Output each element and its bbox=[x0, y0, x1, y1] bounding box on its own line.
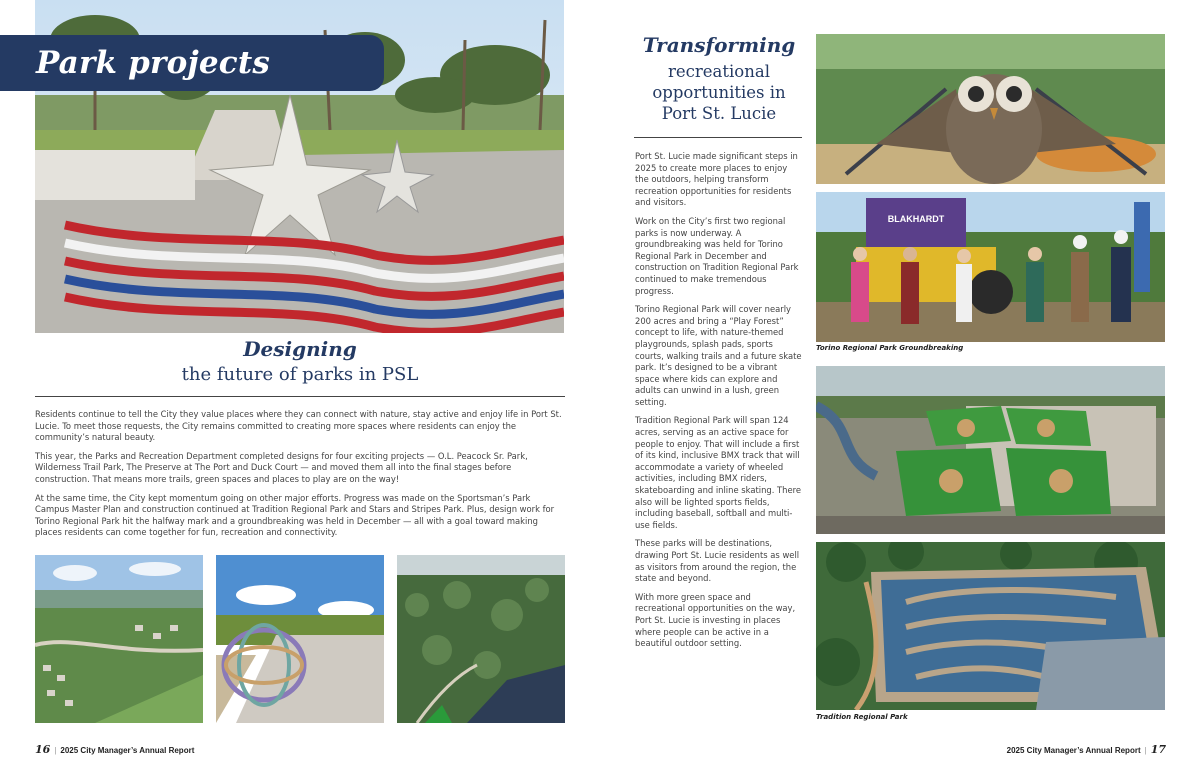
right-paragraph: These parks will be destinations, drawing Port St. Lucie residents as well as visitors from around the region, the state and beyond. bbox=[635, 538, 800, 584]
right-heading-emphasis: Transforming bbox=[642, 33, 796, 57]
right-paragraph: Torino Regional Park will cover nearly 200 acres and bring a “Play Forest” concept to life, with nature-themed playgrounds, splash pads, sports courts, walking trails and a future skate park. It’s designed to be a vibrant space where kids can explore and adults can unwind in a lush, green setting. bbox=[635, 304, 802, 407]
left-paragraph: This year, the Parks and Recreation Department completed designs for four exciting projects — O.L. Peacock Sr. Park, Wilderness Trail Park, The Preserve at The Port and Duck Court — and moved them all into the final stages before construction. That means more trails, green spaces and places to play are on the way! bbox=[35, 450, 528, 484]
caption-tradition: Tradition Regional Park bbox=[816, 713, 908, 721]
left-heading-divider bbox=[35, 396, 565, 397]
left-heading-subtitle: the future of parks in PSL bbox=[181, 364, 419, 385]
groundbreaking-photo bbox=[816, 192, 1165, 342]
equipment-sign-text: BLAKHARDT bbox=[887, 214, 945, 224]
right-paragraph: Port St. Lucie made significant steps in 2025 to create more places to enjoy the outdoors, helping transform recreation opportunities for residents and visitors. bbox=[635, 151, 798, 208]
caption-groundbreaking: Torino Regional Park Groundbreaking bbox=[816, 344, 964, 352]
right-paragraph: Tradition Regional Park will span 124 acres, serving as an active space for people to enjoy. That will include a first of its kind, inclusive BMX track that will accommodate a variety of wheeled activities, including BMX riders, skateboarding and inline skating. There also will be lighted sports fields, including baseball, softball and multi-use fields. bbox=[635, 415, 802, 530]
right-page-number: 17 bbox=[1150, 743, 1166, 756]
aerial-photo-neighborhood bbox=[35, 555, 203, 723]
right-heading-divider bbox=[634, 137, 802, 138]
section-banner bbox=[0, 35, 384, 91]
footer-separator: | bbox=[1144, 746, 1147, 755]
aerial-photo-sports-fields bbox=[816, 366, 1165, 534]
right-body-text bbox=[635, 151, 803, 657]
right-footer bbox=[1007, 743, 1166, 756]
photo-armillary-sculpture bbox=[216, 555, 384, 723]
left-footer-text: 2025 City Manager’s Annual Report bbox=[60, 746, 195, 755]
left-footer bbox=[35, 743, 194, 756]
footer-separator: | bbox=[54, 746, 57, 755]
left-body-text bbox=[35, 409, 565, 546]
aerial-photo-bmx-track bbox=[816, 542, 1165, 710]
banner-title: Park projects bbox=[36, 45, 271, 81]
owl-play-structure-rendering bbox=[816, 34, 1165, 184]
aerial-photo-riverfront bbox=[397, 555, 565, 723]
right-heading-subtitle: recreational opportunities in Port St. Lucie bbox=[652, 62, 786, 123]
left-paragraph: Residents continue to tell the City they value places where they can connect with nature, stay active and enjoy life in Port St. Lucie. To meet those requests, the City remains committed to creating more spaces where residents can enjoy the community’s natural beauty. bbox=[35, 409, 562, 443]
right-footer-text: 2025 City Manager’s Annual Report bbox=[1006, 746, 1141, 755]
right-paragraph: With more green space and recreational opportunities on the way, Port St. Lucie is investing in places where people can be active in a beautiful outdoor setting. bbox=[635, 591, 796, 649]
right-paragraph: Work on the City’s first two regional parks is now underway. A groundbreaking was held for Torino Regional Park in December and construction on Tradition Regional Park continued to make tremendous progress. bbox=[635, 215, 799, 296]
left-paragraph: At the same time, the City kept momentum going on other major efforts. Progress was made on the Sportsman’s Park Campus Master Plan and construction continued at Tradition Regional Park and Stars and Stripes Park. Plus, design work for Torino Regional Park hit the halfway mark and a groundbreaking was held in December — all with a goal toward making places residents can come together for fun, recreation and connectivity. bbox=[35, 492, 555, 538]
left-page-number: 16 bbox=[35, 743, 51, 756]
left-heading-emphasis: Designing bbox=[243, 337, 357, 361]
